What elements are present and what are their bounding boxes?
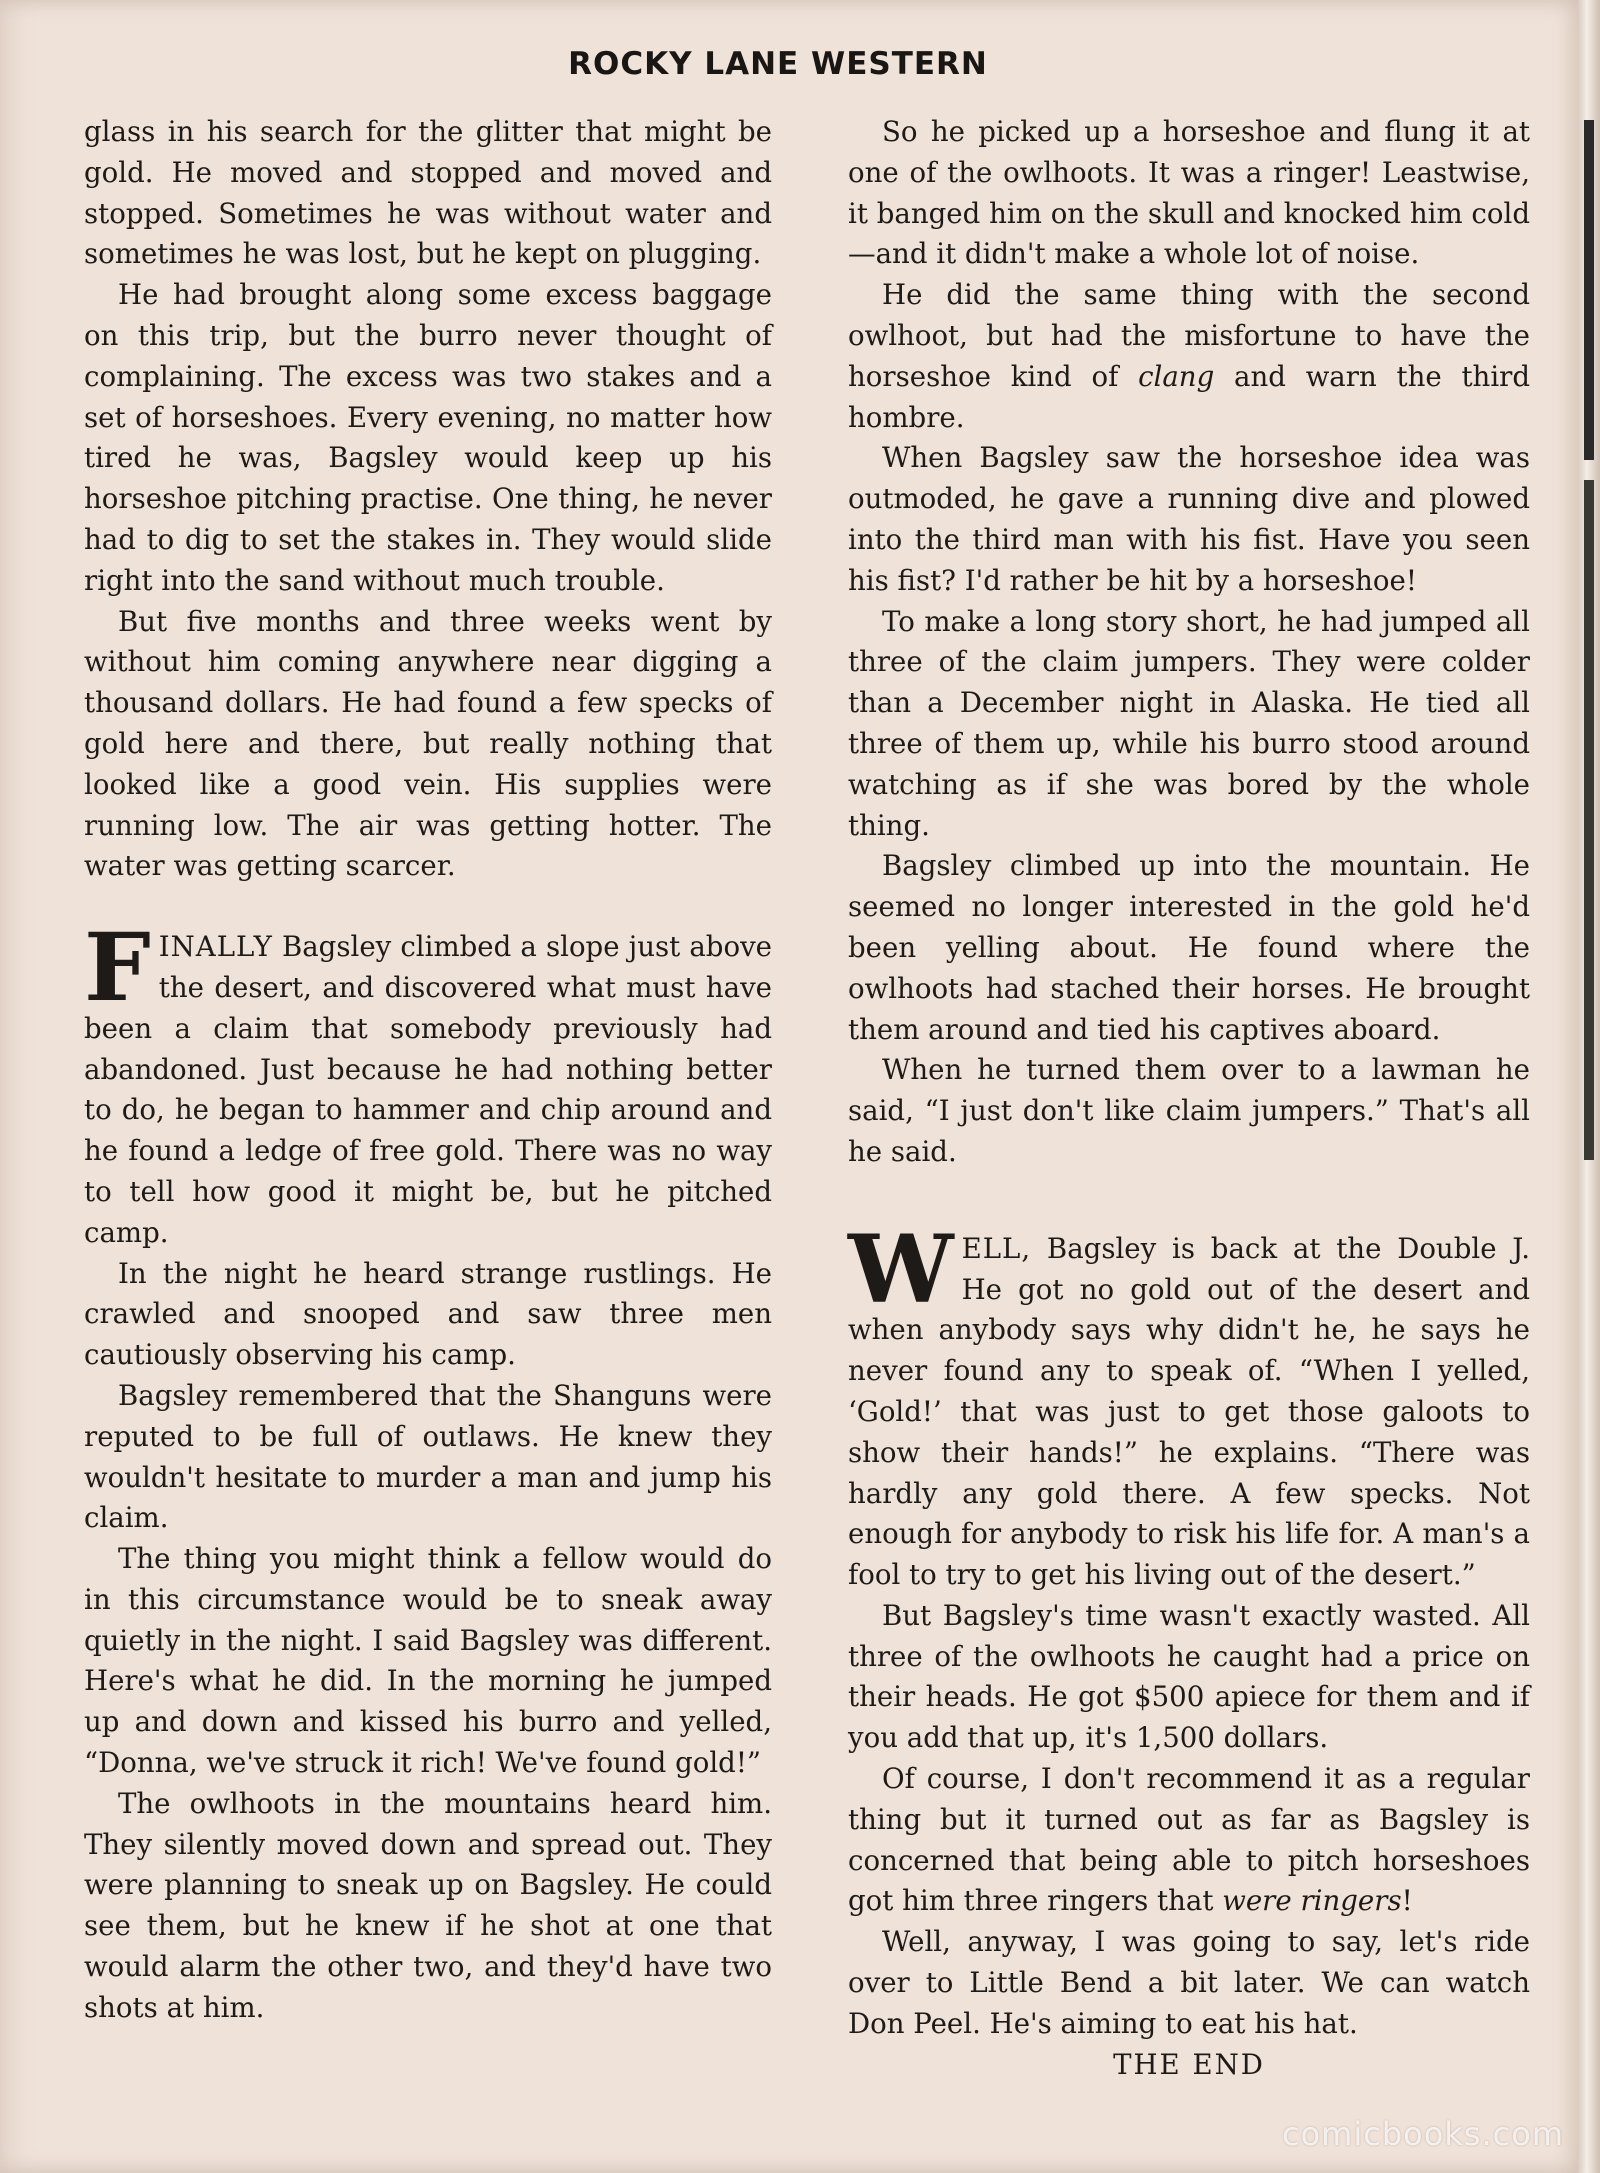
paragraph: In the night he heard strange rustlings. He crawled and snooped and saw three men cautiously observing his camp. [84, 1256, 772, 1372]
paragraph [848, 1759, 1530, 1922]
paragraph-dropcap [84, 913, 772, 1253]
lead-in-caps: INALLY [158, 930, 273, 964]
lead-in-caps: ELL, [961, 1231, 1032, 1265]
paragraph: Bagsley remembered that the Shanguns were reputed to be full of outlaws. He knew they wouldn't hesitate to murder a man and jump his claim. [84, 1378, 772, 1535]
paragraph: Bagsley climbed up into the mountain. He seemed no longer interested in the gold he'd been yelling about. He found where the owlhoots had stached their horses. He brought them around and tied his captives aboard. [848, 849, 1530, 1046]
the-end-label: THE END [1113, 2047, 1265, 2081]
right-column [848, 112, 1530, 2085]
paragraph: He had brought along some excess baggage on this trip, but the burro never thought of complaining. The excess was two stakes and a set of horseshoes. Every evening, no matter how tired he was, Bagsley would keep up his horseshoe pitching practise. One thing, he never had to dig to set the stakes in. They would slide right into the sand without much trouble. [84, 278, 772, 597]
paragraph-text: ! [1401, 1884, 1413, 1918]
paragraph: But Bagsley's time wasn't exactly wasted. All three of the owlhoots he caught had a price on their heads. He got $500 apiece for them and if you add that up, it's 1,500 dollars. [848, 1598, 1530, 1755]
left-column [84, 112, 772, 2029]
drop-cap-letter: W [848, 1214, 954, 1325]
watermark-text: comicbooks.com [1281, 2115, 1564, 2153]
paragraph-text: Bagsley climbed a slope just above the desert, and discovered what must have been a claim that somebody previously had abandoned. Just because he had nothing better to do, he began to hammer and chip around and he found a ledge of free gold. There was no way to tell how good it might be, but he pitched camp. [84, 930, 772, 1249]
paragraph: But five months and three weeks went by without him coming anywhere near digging a thousand dollars. He had found a few specks of gold here and there, but really nothing that looked like a good vein. His supplies were running low. The air was getting hotter. The water was getting scarcer. [84, 604, 772, 883]
paragraph-text: and warn the third hombre. [848, 359, 1531, 434]
paragraph: Well, anyway, I was going to say, let's ride over to Little Bend a bit later. We can watch Don Peel. He's aiming to eat his hat. [848, 1925, 1530, 2040]
paragraph-dropcap [848, 1214, 1530, 1596]
paragraph [848, 275, 1530, 438]
emphasis-text: were ringers [1222, 1884, 1402, 1918]
paragraph: The owlhoots in the mountains heard him. They silently moved down and spread out. They were planning to sneak up on Bagsley. He could see them, but he knew if he shot at one that would alarm the other two, and they'd have two shots at him. [84, 1786, 772, 2024]
page-header: ROCKY LANE WESTERN [568, 46, 988, 82]
paragraph: To make a long story short, he had jumped all three of the claim jumpers. They were colder than a December night in Alaska. He tied all three of them up, while his burro stood around watching as if she was bored by the whole thing. [848, 604, 1530, 842]
paragraph: So he picked up a horseshoe and flung it at one of the owlhoots. It was a ringer! Leastwise, it banged him on the skull and knocked him cold—and it didn't make a whole lot of noise. [848, 115, 1530, 271]
paragraph: When Bagsley saw the horseshoe idea was outmoded, he gave a running dive and plowed into the third man with his fist. Have you seen his fist? I'd rather be hit by a horseshoe! [848, 441, 1530, 597]
paragraph-text: Of course, I don't recommend it as a regular thing but it turned out as far as Bagsley is concerned that being able to pitch horseshoes got him three ringers that [848, 1762, 1530, 1918]
paragraph: glass in his search for the glitter that might be gold. He moved and stopped and moved and stopped. Sometimes he was without water and sometimes he was lost, but he kept on plugging. [84, 115, 772, 271]
paragraph: When he turned them over to a lawman he said, “I just don't like claim jumpers.” That's all he said. [848, 1053, 1530, 1168]
edge-artwork-strip [1584, 480, 1594, 1160]
next-page-edge [1578, 0, 1600, 2173]
paragraph-text: Bagsley is back at the Double J. He got no gold out of the desert and when anybody says why didn't he, he says he never found any to speak of. “When I yelled, ‘Gold!’ that was just to get those galoots to show their hands!” he explains. “There was hardly any gold there. A few specks. Not enough for anybody to risk his life for. A man's a fool to try to get his living out of the desert.” [848, 1231, 1530, 1592]
paragraph-text: He did the same thing with the second owlhoot, but had the misfortune to have the horseshoe kind of [848, 278, 1530, 393]
paragraph: The thing you might think a fellow would do in this circumstance would be to sneak away quietly in the night. I said Bagsley was different. Here's what he did. In the morning he jumped up and down and kissed his burro and yelled, “Donna, we've struck it rich! We've found gold!” [84, 1542, 772, 1780]
emphasis-text: clang [1138, 359, 1215, 393]
edge-artwork-strip [1584, 120, 1594, 460]
drop-cap-letter: F [84, 913, 151, 1024]
